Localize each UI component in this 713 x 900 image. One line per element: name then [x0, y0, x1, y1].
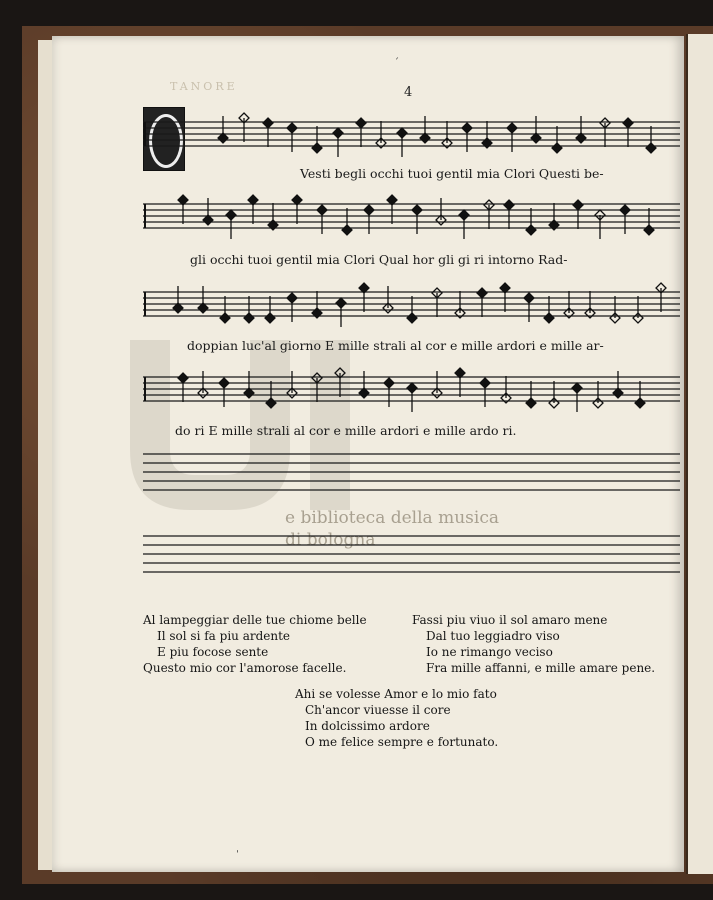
stanza-right-line: Dal tuo leggiadro viso	[426, 629, 560, 643]
music-staff-3	[143, 280, 680, 340]
next-page-edge	[686, 34, 713, 874]
stanza-final-line: In dolcissimo ardore	[305, 719, 430, 733]
stanza-right-line: Io ne rimango veciso	[426, 645, 553, 659]
staff-notes-3	[143, 280, 680, 340]
stanza-right	[412, 612, 655, 676]
stanza-left	[143, 612, 367, 676]
staff-notes-4	[143, 365, 680, 425]
stanza-final-line: O me felice sempre e fortunato.	[305, 735, 499, 749]
stanza-right-line: Fra mille affanni, e mille amare pene.	[426, 661, 656, 675]
stanza-left-line: Al lampeggiar delle tue chiome belle	[143, 613, 367, 627]
lyric-line-4: do ri E mille strali al cor e mille ardori e mille ardo ri.	[175, 423, 517, 438]
staff-notes-2	[143, 192, 680, 252]
empty-staff-2	[143, 530, 680, 580]
music-staff-2	[143, 192, 680, 252]
empty-staff-1	[143, 448, 680, 498]
stanza-left-line: E piu focose sente	[157, 645, 269, 659]
watermark-text-2: di bologna	[285, 530, 376, 550]
page-edge	[38, 40, 53, 870]
stanza-final	[295, 686, 498, 750]
watermark-text-1: e biblioteca della musica	[285, 508, 499, 528]
header-bleedthrough: TANORE	[170, 80, 238, 93]
stanza-final-line: Ch'ancor viuesse il core	[305, 703, 451, 717]
lyric-line-3: doppian luc'al giorno E mille strali al cor e mille ardori e mille ar-	[187, 338, 604, 353]
stanza-left-line: Il sol si fa piu ardente	[157, 629, 291, 643]
lyric-line-1: Vesti begli occhi tuoi gentil mia Clori Questi be-	[300, 166, 604, 181]
lyric-line-2: gli occhi tuoi gentil mia Clori Qual hor gli gi ri intorno Rad-	[190, 252, 568, 267]
stanza-right-line: Fassi piu viuo il sol amaro mene	[412, 613, 608, 627]
ink-mark: ˊ	[394, 58, 399, 69]
staff-notes-1	[143, 110, 680, 170]
page-number: 4	[404, 85, 413, 100]
empty-staff-lines-2	[143, 530, 680, 580]
music-staff-4	[143, 365, 680, 425]
music-staff-1	[143, 110, 680, 170]
ink-mark: ˌ	[236, 843, 239, 854]
stanza-final-line: Ahi se volesse Amor e lo mio fato	[295, 687, 497, 701]
empty-staff-lines-1	[143, 448, 680, 498]
stanza-left-line: Questo mio cor l'amorose facelle.	[143, 661, 347, 675]
